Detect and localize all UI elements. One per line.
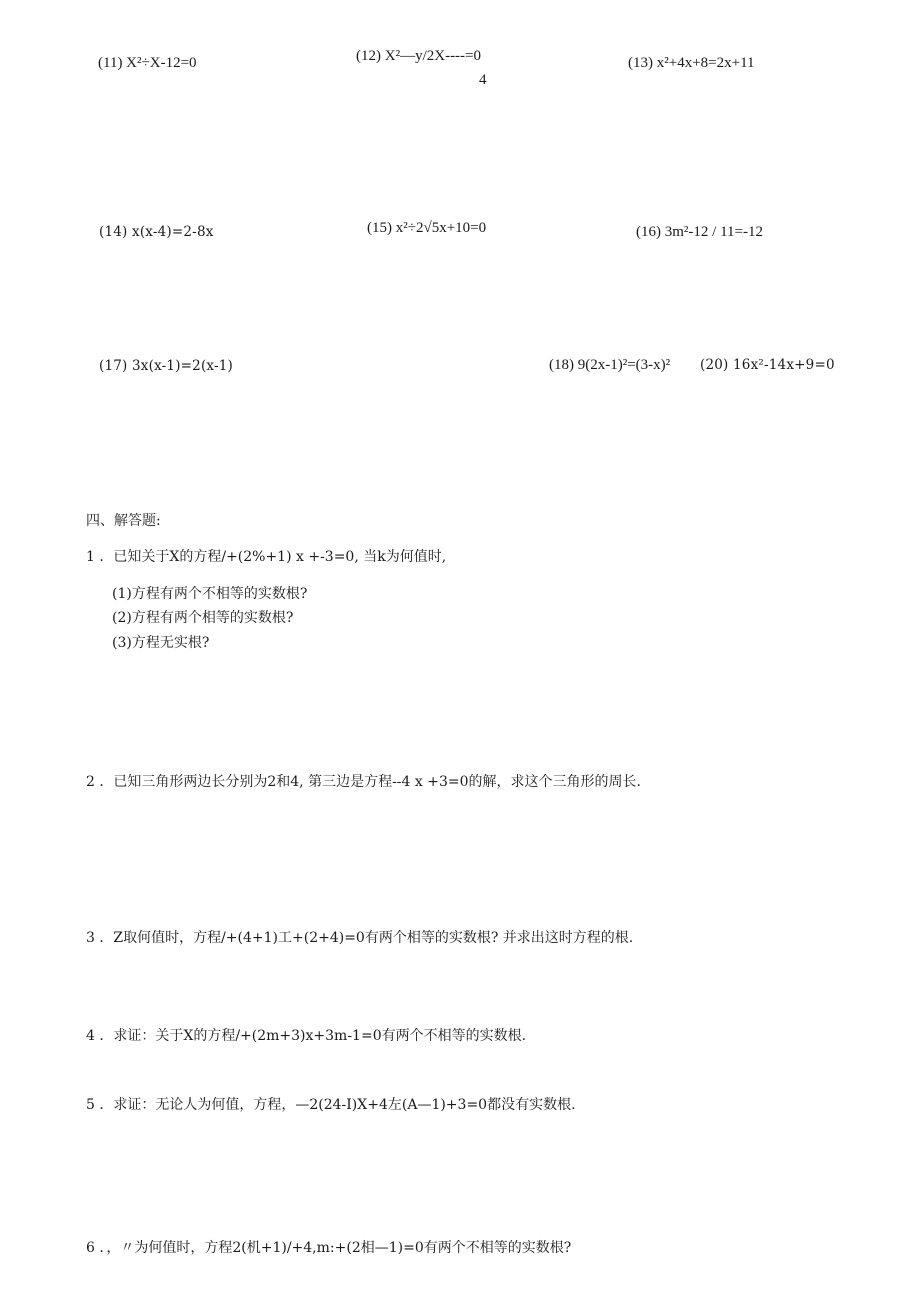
problem-3: 3 ．Z取何值时，方程/+(4+1)工+(2+4)=0有两个相等的实数根? 并求出这时方程的根. bbox=[86, 930, 634, 946]
equation-12: (12) X²—y/2X----=0 bbox=[356, 48, 482, 64]
equation-12-denominator: 4 bbox=[479, 72, 487, 88]
equation-18: (18) 9(2x-1)²=(3-x)² bbox=[549, 357, 671, 373]
equation-14: (14) x(x-4)=2-8x bbox=[99, 224, 214, 240]
problem-1: 1 ．已知关于X的方程/+(2%+1) x +-3=0, 当k为何值时, bbox=[86, 549, 447, 565]
problem-1-part-1: (1)方程有两个不相等的实数根? bbox=[112, 586, 308, 602]
equation-13: (13) x²+4x+8=2x+11 bbox=[628, 55, 755, 71]
problem-1-part-2: (2)方程有两个相等的实数根? bbox=[112, 610, 294, 626]
equation-11: (11) X²÷X-12=0 bbox=[98, 55, 197, 71]
equation-16: (16) 3m²-12 / 11=-12 bbox=[636, 224, 763, 240]
equation-20: (20) 16x²-14x+9=0 bbox=[700, 357, 835, 373]
problem-2: 2 ．已知三角形两边长分别为2和4, 第三边是方程--4 x +3=0的解，求这个三角形的周长. bbox=[86, 774, 641, 790]
section-heading: 四、解答题: bbox=[86, 513, 161, 529]
problem-1-part-3: (3)方程无实根? bbox=[112, 635, 210, 651]
problem-6: 6 ．，〃为何值时，方程2(机+1)/+4,m:+(2相—1)=0有两个不相等的实数根? bbox=[86, 1240, 572, 1256]
problem-4: 4 ．求证：关于X的方程/+(2m+3)x+3m-1=0有两个不相等的实数根. bbox=[86, 1028, 527, 1044]
equation-17: (17) 3x(x-1)=2(x-1) bbox=[99, 358, 234, 374]
equation-15: (15) x²÷2√5x+10=0 bbox=[367, 220, 487, 236]
problem-5: 5 ．求证：无论人为何值，方程，—2(24-I)X+4左(A—1)+3=0都没有实数根. bbox=[86, 1097, 576, 1113]
